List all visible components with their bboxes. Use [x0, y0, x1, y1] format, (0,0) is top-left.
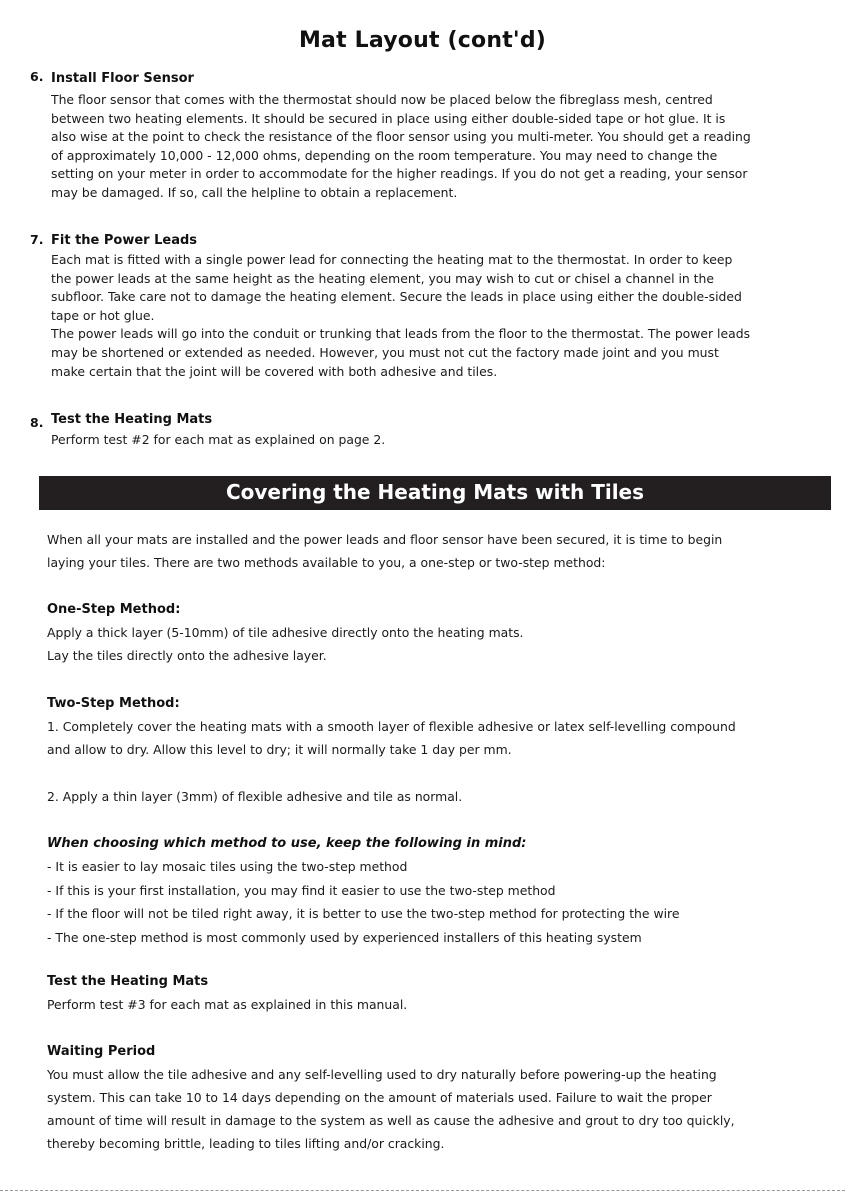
- intro-paragraph: [47, 528, 822, 574]
- body-line: Perform test #2 for each mat as explained on page 2.: [51, 432, 386, 447]
- section-banner: [39, 476, 831, 510]
- step-heading: Install Floor Sensor: [51, 71, 194, 86]
- body-line: subfloor. Take care not to damage the heating element. Secure the leads in place using either the double-sided: [51, 289, 742, 305]
- choosing-section: [47, 832, 822, 949]
- body-line: may be shortened or extended as needed. However, you must not cut the factory made joint and you must: [51, 344, 719, 360]
- body-line: The power leads will go into the conduit or trunking that leads from the floor to the thermostat. The power leads: [51, 326, 751, 342]
- step-heading: Test the Heating Mats: [51, 412, 213, 427]
- body-line: make certain that the joint will be covered with both adhesive and tiles.: [51, 363, 498, 379]
- body-line: the power leads at the same height as the heating element, you may wish to cut or chisel a channel in the: [51, 270, 715, 286]
- two-step-section: [47, 692, 822, 761]
- choosing-bullet: - It is easier to lay mosaic tiles using the two-step method: [47, 859, 408, 874]
- body-line: The floor sensor that comes with the thermostat should now be placed below the fibreglass mesh, centred: [51, 92, 713, 107]
- two-step-second: [47, 785, 822, 808]
- waiting-line: thereby becoming brittle, leading to tiles lifting and/or cracking.: [47, 1136, 445, 1151]
- step-number: 6.: [30, 69, 44, 84]
- body-line: tape or hot glue.: [51, 307, 155, 323]
- two-step-heading: Two-Step Method:: [47, 696, 180, 711]
- banner-title: Covering the Heating Mats with Tiles: [225, 480, 645, 504]
- step-body: [51, 251, 826, 381]
- intro-line: laying your tiles. There are two methods available to you, a one-step or two-step method:: [47, 555, 606, 570]
- test-heading: Test the Heating Mats: [47, 974, 209, 989]
- choosing-bullet: - The one-step method is most commonly used by experienced installers of this heating system: [47, 929, 642, 945]
- two-step-line: 2. Apply a thin layer (3mm) of flexible adhesive and tile as normal.: [47, 789, 463, 804]
- test-section: [47, 970, 822, 1016]
- choosing-bullet: - If this is your first installation, you may find it easier to use the two-step method: [47, 882, 556, 898]
- body-line: setting on your meter in order to accommodate for the higher readings. If you do not get a reading, your sensor: [51, 166, 748, 182]
- body-line: between two heating elements. It should be secured in place using either double-sided tape or hot glue. It is: [51, 110, 726, 126]
- step-body: [51, 431, 826, 450]
- one-step-heading: One-Step Method:: [47, 602, 181, 617]
- one-step-line: Apply a thick layer (5-10mm) of tile adhesive directly onto the heating mats.: [47, 625, 524, 640]
- choosing-heading: When choosing which method to use, keep the following in mind:: [47, 836, 527, 851]
- step-number: 7.: [30, 232, 44, 247]
- page-title: Mat Layout (cont'd): [298, 28, 547, 53]
- two-step-line: and allow to dry. Allow this level to dry; it will normally take 1 day per mm.: [47, 742, 512, 757]
- waiting-section: [47, 1040, 822, 1155]
- body-line: Each mat is fitted with a single power lead for connecting the heating mat to the thermostat. In order to keep: [51, 252, 733, 267]
- test-line: Perform test #3 for each mat as explained in this manual.: [47, 997, 408, 1012]
- step-body: [51, 91, 826, 203]
- waiting-line: You must allow the tile adhesive and any self-levelling used to dry naturally before powering-up the heating: [47, 1067, 717, 1082]
- body-line: also wise at the point to check the resistance of the floor sensor using you multi-meter. You should get a reading: [51, 129, 751, 145]
- step-heading: Fit the Power Leads: [51, 233, 198, 248]
- intro-line: When all your mats are installed and the power leads and floor sensor have been secured, it is time to begin: [47, 532, 723, 547]
- choosing-bullet: - If the floor will not be tiled right away, it is better to use the two-step method for protecting the wire: [47, 906, 680, 921]
- body-line: may be damaged. If so, call the helpline to obtain a replacement.: [51, 184, 458, 200]
- one-step-section: [47, 598, 822, 667]
- two-step-line: 1. Completely cover the heating mats with a smooth layer of flexible adhesive or latex self-levelling compound: [47, 719, 736, 734]
- waiting-line: system. This can take 10 to 14 days depending on the amount of materials used. Failure to wait the proper: [47, 1090, 712, 1105]
- body-line: of approximately 10,000 - 12,000 ohms, depending on the room temperature. You may need to change the: [51, 147, 718, 163]
- waiting-heading: Waiting Period: [47, 1044, 156, 1059]
- waiting-line: amount of time will result in damage to the system as well as cause the adhesive and grout to dry too quickly,: [47, 1113, 735, 1128]
- step-number: 8.: [30, 415, 44, 430]
- one-step-line: Lay the tiles directly onto the adhesive layer.: [47, 648, 327, 663]
- page-bottom-divider: [0, 1190, 845, 1191]
